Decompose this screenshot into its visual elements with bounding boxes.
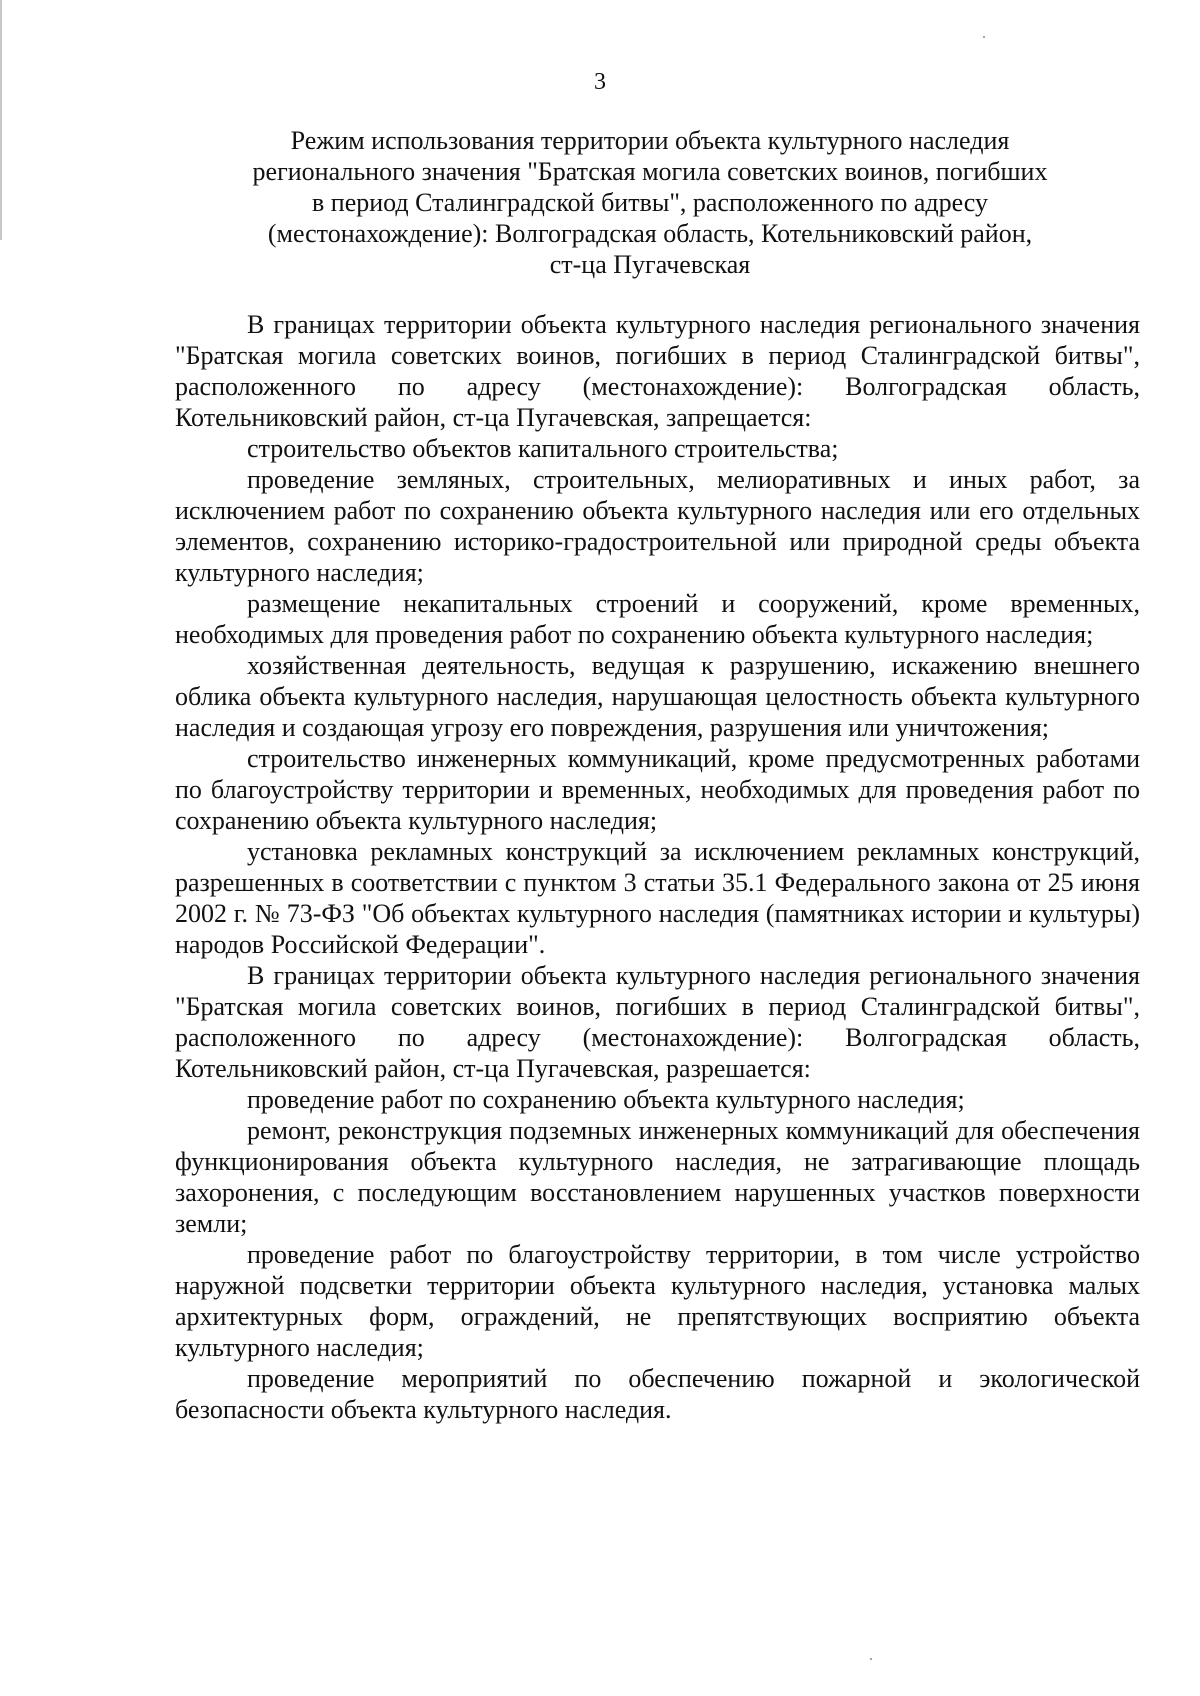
paragraph-item: установка рекламных конструкций за исключением рекламных конструкций, разрешенных в соответствии с пунктом 3 статьи 35.1 Федерального закона от 25 июня 2002 г. № 73-ФЗ "Об объектах культурного наследия (памятниках истории и культуры) народов Российской Федерации".: [175, 837, 1140, 959]
scan-edge-mark: [0, 0, 2, 240]
paragraph-item: строительство объектов капитального строительства;: [247, 434, 839, 463]
document-body: [175, 309, 1140, 1425]
scan-speck: [870, 1658, 872, 1660]
paragraph-item: проведение работ по благоустройству территории, в том числе устройство наружной подсветки территории объекта культурного наследия, установка малых архитектурных форм, ограждений, не препятствующих восприятию объекта культурного наследия;: [175, 1240, 1140, 1362]
paragraph-item: ремонт, реконструкция подземных инженерных коммуникаций для обеспечения функционирования объекта культурного наследия, не затрагивающие площадь захоронения, с последующим восстановлением нарушенных участков поверхности земли;: [175, 1116, 1140, 1238]
page-number: 3: [594, 69, 606, 95]
title-line: ст-ца Пугачевская: [549, 250, 751, 279]
title-line: Режим использования территории объекта культурного наследия: [290, 126, 1010, 155]
document-title: [160, 125, 1140, 280]
scan-speck: [983, 36, 985, 38]
title-line: регионального значения "Братская могила советских воинов, погибших: [252, 157, 1048, 186]
paragraph-item: хозяйственная деятельность, ведущая к разрушению, искажению внешнего облика объекта культурного наследия, нарушающая целостность объекта культурного наследия и создающая угрозу его повреждения, разрушения или уничтожения;: [175, 651, 1140, 742]
paragraph-item: проведение мероприятий по обеспечению пожарной и экологической безопасности объекта культурного наследия.: [175, 1364, 1140, 1424]
paragraph-item: строительство инженерных коммуникаций, кроме предусмотренных работами по благоустройству территории и временных, необходимых для проведения работ по сохранению объекта культурного наследия;: [175, 744, 1140, 835]
paragraph-item: размещение некапитальных строений и сооружений, кроме временных, необходимых для проведения работ по сохранению объекта культурного наследия;: [175, 589, 1140, 649]
paragraph-prohibited-intro: В границах территории объекта культурного наследия регионального значения "Братская могила советских воинов, погибших в период Сталинградской битвы", расположенного по адресу (местонахождение): Волгоградская область, Котельниковский район, ст-ца Пугачевская, запрещается:: [175, 310, 1140, 432]
paragraph-item: проведение земляных, строительных, мелиоративных и иных работ, за исключением работ по сохранению объекта культурного наследия или его отдельных элементов, сохранению историко-градостроительной или природной среды объекта культурного наследия;: [175, 465, 1140, 587]
title-line: в период Сталинградской битвы", расположенного по адресу: [312, 188, 988, 217]
paragraph-item: проведение работ по сохранению объекта культурного наследия;: [247, 1085, 965, 1114]
title-line: (местонахождение): Волгоградская область, Котельниковский район,: [267, 219, 1033, 248]
paragraph-permitted-intro: В границах территории объекта культурного наследия регионального значения "Братская могила советских воинов, погибших в период Сталинградской битвы", расположенного по адресу (местонахождение): Волгоградская область, Котельниковский район, ст-ца Пугачевская, разрешается:: [175, 961, 1140, 1083]
